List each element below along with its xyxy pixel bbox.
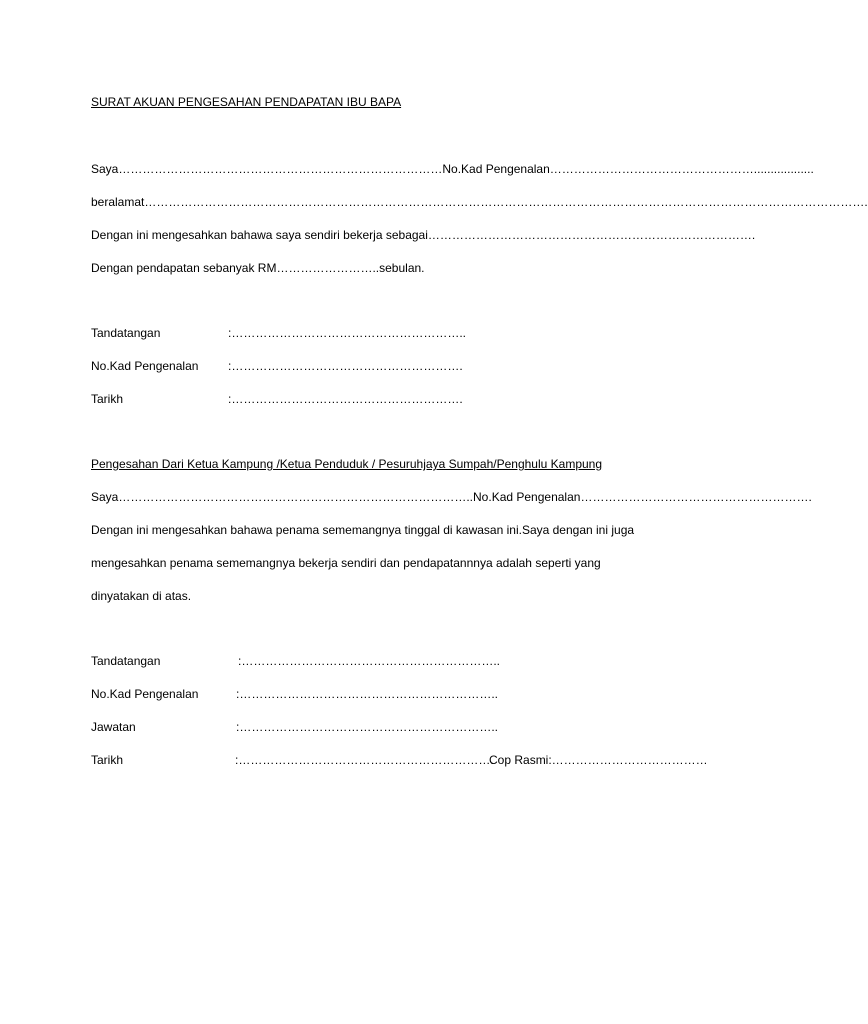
- parent-address-line: beralamat……………………………………………………………………………………………………………………………………………………………….: [91, 195, 868, 209]
- verifier-signature-field: :………………………………………………………..: [238, 654, 501, 668]
- parent-signature-label: Tandatangan: [91, 326, 161, 340]
- verification-paragraph-line-1: Dengan ini mengesahkan bahawa penama sememangnya tinggal di kawasan ini.Saya dengan ini juga: [91, 523, 635, 537]
- parent-income-line: Dengan pendapatan sebanyak RM……………………..sebulan.: [91, 261, 425, 275]
- verifier-date-label: Tarikh: [91, 753, 124, 767]
- verifier-ic-field: :………………………………………………………..: [236, 687, 499, 701]
- parent-name-ic-line: Saya………………………………………………………………………No.Kad Pengenalan……………………………………………..................: [91, 162, 814, 176]
- verifier-date-field: :……………………………………………………….: [235, 753, 494, 767]
- verifier-position-field: :………………………………………………………..: [236, 720, 499, 734]
- verifier-ic-label: No.Kad Pengenalan: [91, 687, 199, 701]
- document-title: SURAT AKUAN PENGESAHAN PENDAPATAN IBU BAPA: [91, 95, 402, 109]
- parent-date-label: Tarikh: [91, 392, 124, 406]
- parent-ic-field: :………………………………………………….: [228, 359, 463, 373]
- verifier-signature-label: Tandatangan: [91, 654, 161, 668]
- verification-paragraph-line-3: dinyatakan di atas.: [91, 589, 192, 603]
- parent-ic-label: No.Kad Pengenalan: [91, 359, 199, 373]
- parent-occupation-line: Dengan ini mengesahkan bahawa saya sendiri bekerja sebagai……………………………………………………………………….: [91, 228, 756, 242]
- verification-heading: Pengesahan Dari Ketua Kampung /Ketua Penduduk / Pesuruhjaya Sumpah/Penghulu Kampung: [91, 457, 603, 471]
- verifier-position-label: Jawatan: [91, 720, 136, 734]
- official-stamp-field: Cop Rasmi:…………………………………: [489, 753, 708, 767]
- parent-signature-field: :…………………………………………………..: [228, 326, 467, 340]
- verification-paragraph-line-2: mengesahkan penama sememangnya bekerja sendiri dan pendapatannnya adalah seperti yang: [91, 556, 601, 570]
- parent-date-field: :………………………………………………….: [228, 392, 463, 406]
- verifier-name-ic-line: Saya……………………………………………………………………………..No.Kad Pengenalan………………………………………………….: [91, 490, 812, 504]
